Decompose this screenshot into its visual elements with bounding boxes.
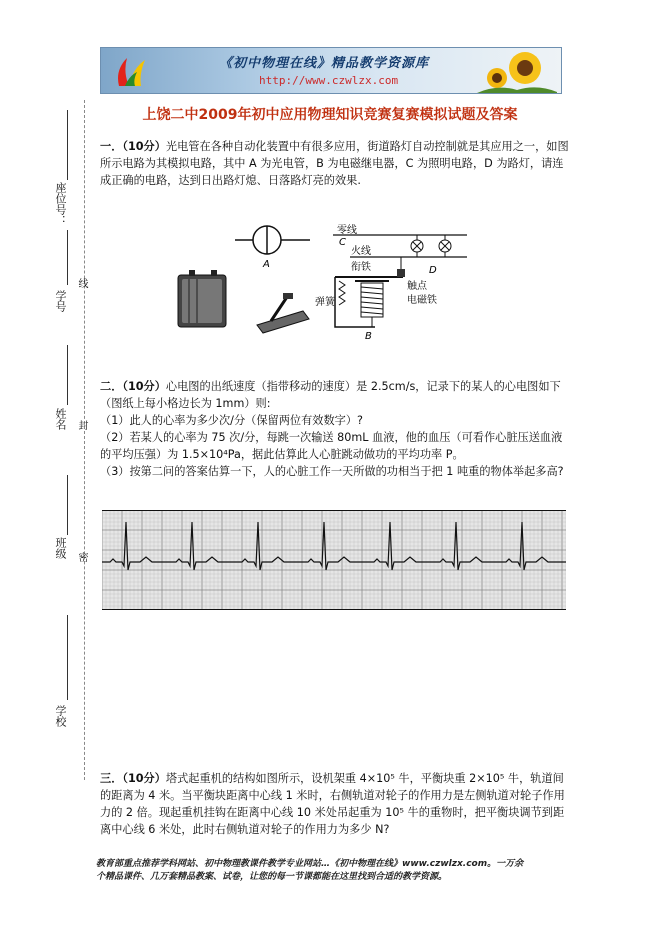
sunflower-icon bbox=[477, 48, 557, 93]
question-3-number: 三．（10分） bbox=[100, 772, 166, 785]
label-d: D bbox=[429, 265, 437, 276]
question-2-number: 二．（10分） bbox=[100, 380, 166, 393]
name-label: 姓名 bbox=[54, 408, 67, 430]
label-electromagnet: 电磁铁 bbox=[407, 295, 437, 306]
seat-underline bbox=[67, 110, 68, 180]
page-footer bbox=[96, 858, 571, 884]
label-armature: 衔铁 bbox=[351, 262, 371, 273]
label-a: A bbox=[263, 259, 270, 270]
question-2-sub-3: （3）按第二问的答案估算一下，人的心脏工作一天所做的功相当于把 1 吨重的物体举起多高? bbox=[100, 465, 564, 478]
class-label: 班级 bbox=[54, 537, 67, 559]
question-3 bbox=[100, 770, 570, 838]
banner-url: http://www.czwlzx.com bbox=[259, 74, 399, 87]
header-banner bbox=[100, 47, 562, 94]
label-b: B bbox=[365, 331, 372, 340]
line-marker: 线 bbox=[76, 278, 87, 288]
binding-dashed-line bbox=[84, 100, 85, 780]
banner-title: 《初中物理在线》精品教学资源库 bbox=[219, 56, 430, 71]
class-underline bbox=[67, 475, 68, 535]
school-label: 学校 bbox=[54, 705, 67, 727]
site-logo-icon bbox=[111, 52, 151, 90]
question-2 bbox=[100, 378, 570, 480]
label-neutral: 零线 bbox=[337, 225, 357, 236]
number-underline bbox=[67, 230, 68, 285]
ecg-strip bbox=[102, 510, 566, 610]
footer-line-2: 个精品课件、几万套精品教案、试卷，让您的每一节课都能在这里找到合适的教学资源。 bbox=[96, 872, 448, 882]
question-1-text: 光电管在各种自动化装置中有很多应用，街道路灯自动控制就是其应用之一，如图所示电路为其模拟电路，其中 A 为光电管，B 为电磁继电器，C 为照明电路，D 为路灯，请连成正确的电路，达到日出路灯熄、日落路灯亮的效果. bbox=[100, 140, 569, 187]
question-2-sub-1: （1）此人的心率为多少次/分（保留两位有效数字）? bbox=[100, 414, 363, 427]
footer-line-1: 教育部重点推荐学科网站、初中物理教课件教学专业网站…《初中物理在线》www.czwlzx.com。一万余 bbox=[96, 859, 524, 869]
school-underline bbox=[67, 615, 68, 700]
seat-label: 座位号： bbox=[54, 182, 67, 226]
label-contact: 触点 bbox=[407, 281, 427, 292]
question-2-intro: 心电图的出纸速度（指带移动的速度）是 2.5cm/s，记录下的某人的心电图如下（图纸上每小格边长为 1mm）则: bbox=[100, 380, 561, 410]
circuit-figure bbox=[175, 215, 475, 340]
label-live: 火线 bbox=[351, 246, 371, 257]
number-label: 学号 bbox=[54, 290, 67, 312]
label-c: C bbox=[339, 237, 346, 248]
question-3-text: 塔式起重机的结构如图所示，设机架重 4×10⁵ 牛，平衡块重 2×10⁵ 牛，轨道间的距离为 4 米。当平衡块距离中心线 1 米时，右侧轨道对轮子的作用力是左侧轨道对轮子作用力的 2 倍。现起重机挂钩在距离中心线 10 米处吊起重为 10⁵ 牛的重物时，把平衡块调节到距离中心线 6 米处，此时右侧轨道对轮子的作用力为多少 N? bbox=[100, 772, 565, 836]
label-spring: 弹簧 bbox=[315, 297, 335, 308]
question-1 bbox=[100, 138, 570, 189]
secret-marker: 密 bbox=[76, 552, 87, 562]
question-2-sub-2: （2）若某人的心率为 75 次/分，每跳一次输送 80mL 血液，他的血压（可看作心脏压送血液的平均压强）为 1.5×10⁴Pa，据此估算此人心脏跳动做功的平均功率 P。 bbox=[100, 431, 563, 461]
question-1-number: 一．（10分） bbox=[100, 140, 166, 153]
seal-marker: 封 bbox=[76, 420, 87, 430]
name-underline bbox=[67, 345, 68, 405]
page-title: 上饶二中2009年初中应用物理知识竞赛复赛模拟试题及答案 bbox=[142, 107, 518, 123]
